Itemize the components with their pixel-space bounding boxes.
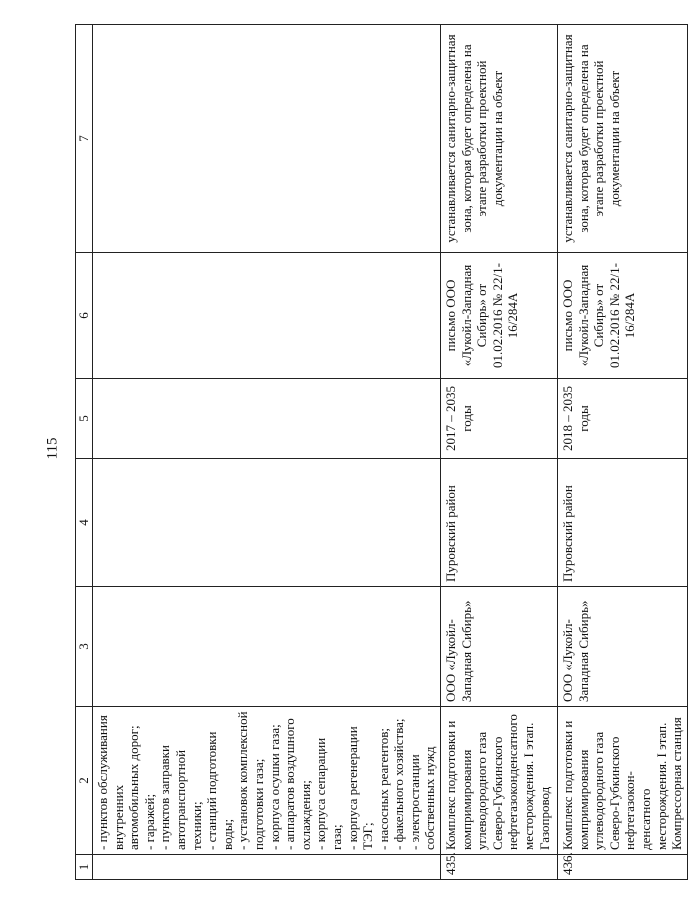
header-row (76, 25, 93, 880)
table-cell-name: Комплекс подготовки и компримирования углеводородного газа Северо-Губкинского нефтегазокон-денсатного месторождения. I этап. Компрессорная станция (558, 707, 688, 855)
list-item: - установок комплексной подготовки газа; (235, 711, 266, 850)
table-row-436 (558, 25, 688, 880)
table-cell-basis: письмо ООО «Лукойл-Западная Сибирь» от 01.02.2016 № 22/1-16/284А (558, 253, 688, 379)
table-cell-district: Пуровский район (558, 459, 688, 587)
table-row-continuation (93, 25, 441, 880)
table-cell-years: 2018 – 2035 годы (558, 379, 688, 459)
table-row-435 (441, 25, 558, 880)
header-cell: 6 (76, 253, 93, 379)
table-cell-note: устанавливается санитарно-защитная зона, которая будет определена на этапе разработки проектной документации на объект (441, 25, 558, 253)
header-cell: 4 (76, 459, 93, 587)
header-cell: 2 (76, 707, 93, 855)
table-cell-years (93, 379, 441, 459)
list-item: - станций подготовки воды; (204, 731, 235, 850)
table-cell-num (93, 855, 441, 880)
list-item: - факельного хозяйства; (391, 718, 407, 850)
table-cell-district (93, 459, 441, 587)
list-item: - корпуса сепарации газа; (313, 737, 344, 850)
header-cell: 1 (76, 855, 93, 880)
table-cell-num: 436. (558, 855, 688, 880)
table-cell-name: Комплекс подготовки и компримирования углеводородного газа Северо-Губкинского нефтегазоконденсатного месторождения. I этап. Газопровод (441, 707, 558, 855)
header-cell: 5 (76, 379, 93, 459)
table-cell-basis (93, 253, 441, 379)
continuation-list (95, 711, 438, 850)
table-cell-org: ООО «Лукойл-Западная Сибирь» (441, 587, 558, 707)
list-item: - корпуса осушки газа; (266, 724, 282, 850)
table-cell-num: 435. (441, 855, 558, 880)
objects-table (75, 24, 688, 880)
header-cell: 7 (76, 25, 93, 253)
list-item: - гаражей; (141, 793, 157, 850)
table-cell-org: ООО «Лукойл-Западная Сибирь» (558, 587, 688, 707)
table-cell-note: устанавливается санитарно-защитная зона, которая будет определена на этапе разработки проектной документации на объект (558, 25, 688, 253)
list-item: - пунктов заправки автотранспортной техники; (157, 745, 204, 850)
header-cell: 3 (76, 587, 93, 707)
list-item: - электростанции собственных нужд (406, 746, 438, 850)
table-cell-org (93, 587, 441, 707)
table-cell-note (93, 25, 441, 253)
list-item: - пунктов обслуживания внутренних автомобильных дорог; (95, 715, 142, 850)
list-item: - аппаратов воздушного охлаждения; (282, 718, 313, 850)
table-cell-name (93, 707, 441, 855)
table-cell-years: 2017 – 2035 годы (441, 379, 558, 459)
list-item: - корпуса регенерации ТЭГ; (344, 726, 376, 850)
table-cell-basis: письмо ООО «Лукойл-Западная Сибирь» от 01.02.2016 № 22/1-16/284А (441, 253, 558, 379)
page-number: 115 (44, 437, 61, 460)
rotated-table-wrapper (75, 25, 685, 880)
table-area (75, 25, 685, 880)
table-cell-district: Пуровский район (441, 459, 558, 587)
list-item: - насосных реагентов; (375, 728, 391, 850)
